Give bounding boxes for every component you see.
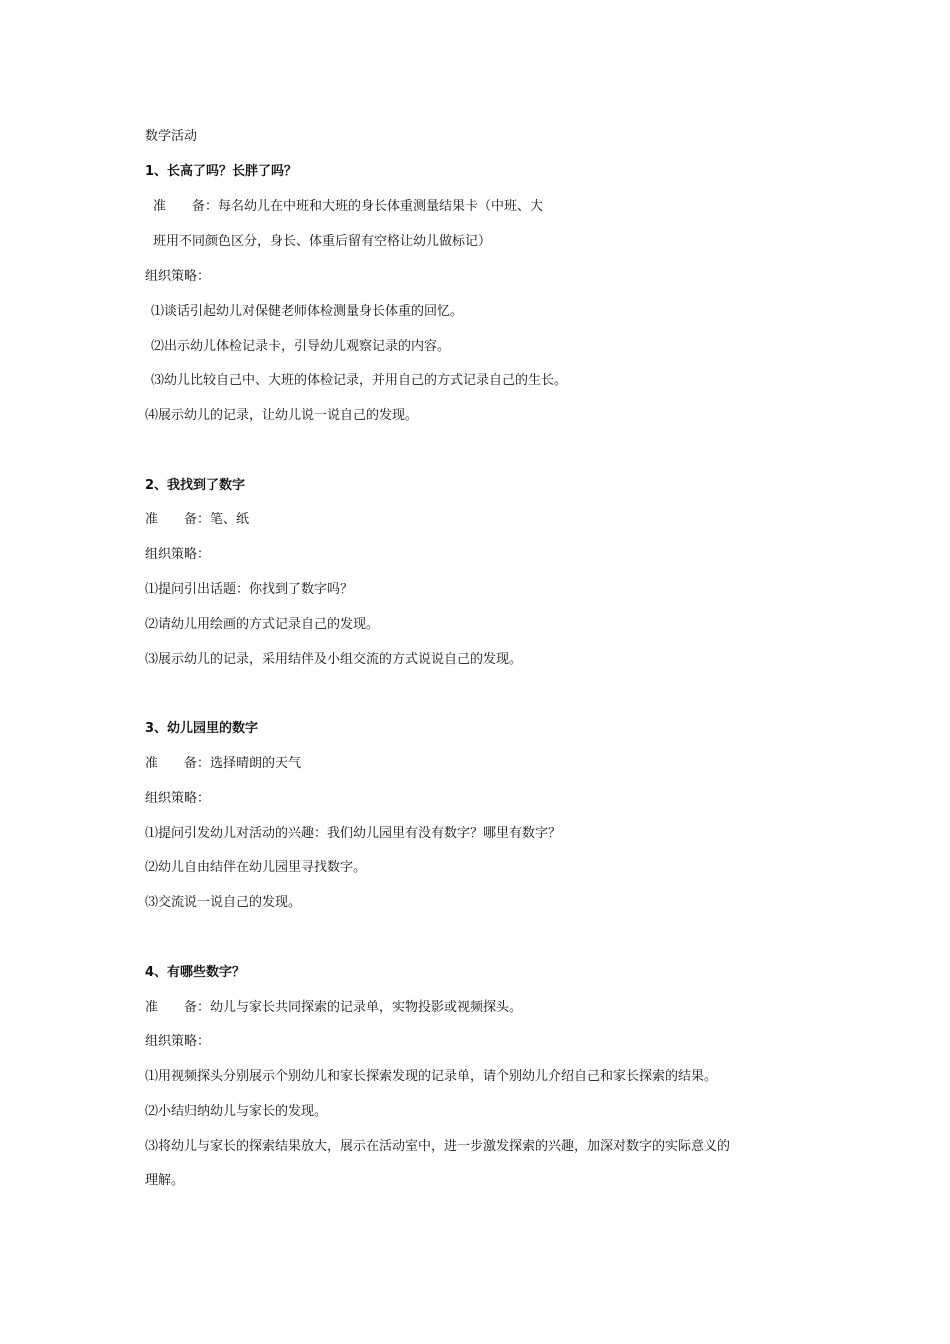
section-4-strategy-label: 组织策略： [145,1034,211,1049]
section-2-strategy-label: 组织策略： [145,547,211,562]
section-4-heading: 4、有哪些数字？ [145,965,246,980]
section-4-step-1: ⑴用视频探头分别展示个别幼儿和家长探索发现的记录单，请个别幼儿介绍自己和家长探索的结果。 [145,1069,718,1084]
section-1-step-2: ⑵出示幼儿体检记录卡，引导幼儿观察记录的内容。 [151,339,451,354]
section-4-step-3-cont: 理解。 [145,1173,185,1188]
section-2-step-1: ⑴提问引出话题：你找到了数字吗？ [145,582,354,597]
section-3-step-2: ⑵幼儿自由结伴在幼儿园里寻找数字。 [145,860,367,875]
section-2-heading: 2、我找到了数字 [145,478,246,493]
section-1-step-3: ⑶幼儿比较自己中、大班的体检记录，并用自己的方式记录自己的生长。 [151,373,568,388]
section-3-strategy-label: 组织策略： [145,791,211,806]
section-1-heading: 1、长高了吗？长胖了吗？ [145,164,298,179]
section-3-step-3: ⑶交流说一说自己的发现。 [145,895,302,910]
section-1-step-1: ⑴谈话引起幼儿对保健老师体检测量身长体重的回忆。 [151,304,464,319]
section-3-step-1: ⑴提问引发幼儿对活动的兴趣：我们幼儿园里有没有数字？哪里有数字？ [145,826,562,841]
section-2-prep: 准 备：笔、纸 [145,512,250,527]
document-title: 数学活动 [145,129,198,144]
section-3-heading: 3、幼儿园里的数字 [145,721,259,736]
section-1-prep: 准 备：每名幼儿在中班和大班的身长体重测量结果卡（中班、大 [153,199,544,214]
section-4-prep: 准 备：幼儿与家长共同探索的记录单，实物投影或视频探头。 [145,1000,523,1015]
section-1-prep-cont: 班用不同颜色区分，身长、体重后留有空格让幼儿做标记） [153,234,492,249]
section-4-step-3: ⑶将幼儿与家长的探索结果放大，展示在活动室中，进一步激发探索的兴趣，加深对数字的实际意义的 [145,1139,731,1154]
section-2-step-2: ⑵请幼儿用绘画的方式记录自己的发现。 [145,617,380,632]
section-3-prep: 准 备：选择晴朗的天气 [145,756,302,771]
section-1-step-4: ⑷展示幼儿的记录，让幼儿说一说自己的发现。 [145,408,419,423]
section-2-step-3: ⑶展示幼儿的记录，采用结伴及小组交流的方式说说自己的发现。 [145,652,523,667]
section-1-strategy-label: 组织策略： [145,269,211,284]
section-4-step-2: ⑵小结归纳幼儿与家长的发现。 [145,1104,328,1119]
